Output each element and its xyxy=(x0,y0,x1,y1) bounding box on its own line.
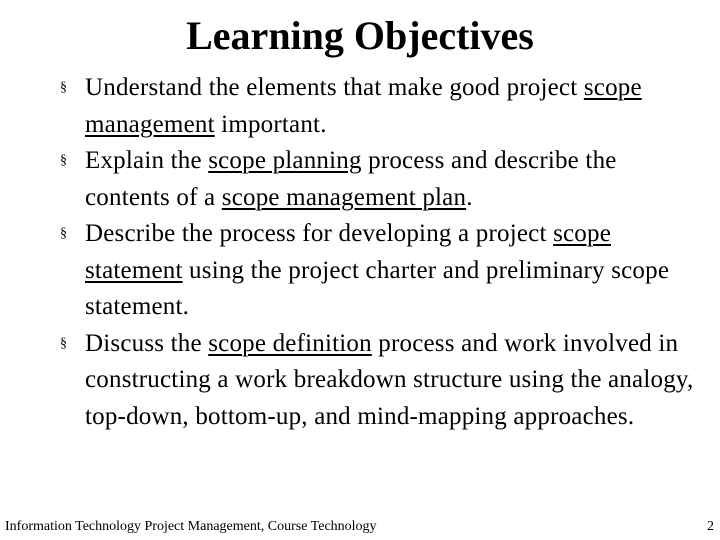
objective-item xyxy=(0,70,720,143)
objective-item xyxy=(0,326,720,436)
square-bullet-icon: § xyxy=(60,80,67,95)
underlined-term: scope statement xyxy=(85,220,611,284)
objective-text xyxy=(85,216,705,326)
slide-title: Learning Objectives xyxy=(186,13,534,58)
text-segment: process and describe the contents of a xyxy=(85,147,617,211)
underlined-term: scope management plan xyxy=(221,183,467,211)
underlined-term: scope planning xyxy=(208,147,362,174)
objective-text xyxy=(85,326,705,436)
page-number: 2 xyxy=(707,519,714,534)
slide-footer: Information Technology Project Management, Course Technology xyxy=(5,519,377,534)
underlined-term: scope definition xyxy=(208,329,372,357)
text-segment: Explain the xyxy=(85,147,209,174)
objective-text xyxy=(85,70,705,143)
text-segment: important. xyxy=(214,110,327,138)
text-segment: . xyxy=(466,183,473,211)
objective-item xyxy=(0,143,720,216)
objective-text xyxy=(85,143,705,216)
text-segment: process and work involved in constructing a work breakdown structure using the analogy, top-down, bottom-up, and mind-mapping approaches. xyxy=(85,329,694,430)
text-segment: Describe the process for developing a project xyxy=(85,220,554,247)
learning-objectives-list xyxy=(0,70,720,435)
square-bullet-icon: § xyxy=(60,153,67,168)
square-bullet-icon: § xyxy=(60,226,67,241)
underlined-term: scope management xyxy=(85,74,642,138)
text-segment: using the project charter and preliminary scope statement. xyxy=(85,256,670,320)
objective-item xyxy=(0,216,720,326)
text-segment: Understand the elements that make good project xyxy=(85,74,584,101)
square-bullet-icon: § xyxy=(60,335,67,351)
text-segment: Discuss the xyxy=(85,329,209,357)
